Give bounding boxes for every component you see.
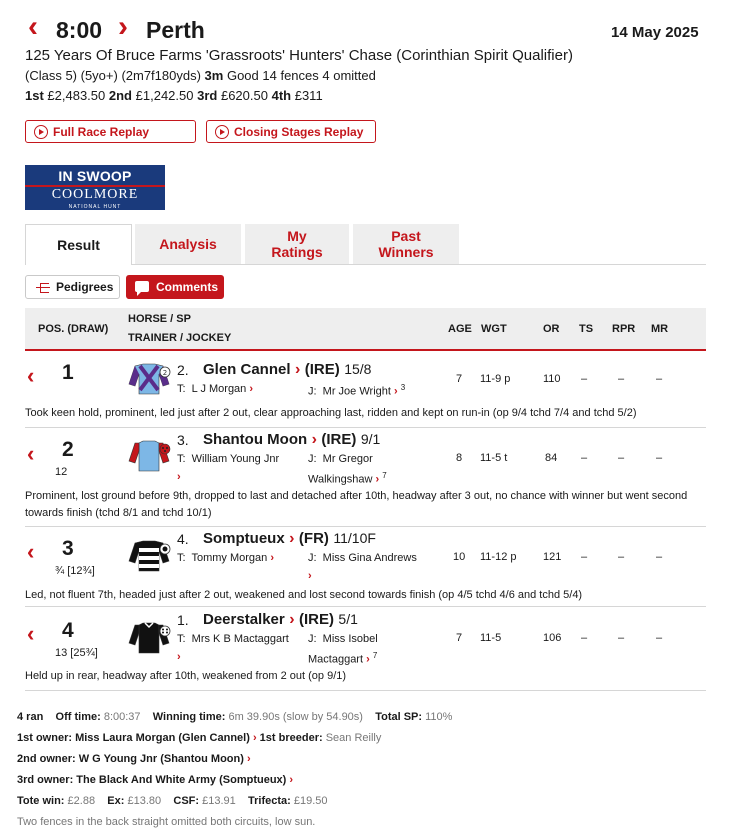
runner-row	[0, 607, 729, 691]
chevron-right-icon: ›	[366, 653, 370, 666]
horse-age: 10	[453, 551, 466, 563]
horse-country: (IRE)	[321, 431, 357, 448]
draw-distance: 13 [25¾]	[55, 647, 98, 659]
prev-race-icon[interactable]: ‹	[28, 10, 38, 43]
winning-time-label: Winning time:	[152, 711, 226, 723]
runners-count: 4 ran	[17, 711, 44, 723]
race-date: 14 May 2025	[611, 24, 699, 41]
svg-text:2: 2	[162, 369, 168, 377]
topspeed-rating: –	[581, 452, 588, 464]
prize-place: 2nd	[108, 88, 133, 103]
breeder-value: Sean Reilly	[325, 732, 382, 744]
trainer-entry[interactable]: T: Mrs K B Mactaggart	[177, 633, 289, 645]
sponsor-tagline: NATIONAL HUNT	[68, 204, 122, 210]
jockey-name[interactable]: Miss Gina Andrews	[322, 552, 417, 564]
saddle-cloth-number: 3.	[177, 432, 189, 448]
jockey-silks-icon	[125, 621, 173, 655]
comment-icon	[135, 281, 149, 292]
trainer-name[interactable]: Tommy Morgan	[191, 552, 268, 564]
mr-rating: –	[656, 373, 663, 385]
trifecta-label: Trifecta:	[248, 795, 291, 807]
col-age: AGE	[448, 323, 472, 335]
mr-rating: –	[656, 452, 663, 464]
chevron-right-icon[interactable]: ›	[289, 774, 294, 786]
race-time: 8:00	[56, 17, 103, 43]
prize-place: 1st	[25, 88, 44, 103]
jockey-claim: 7	[382, 471, 387, 480]
topspeed-rating: –	[581, 632, 588, 644]
horse-weight: 11-9 p	[480, 373, 511, 385]
starting-price: 5/1	[338, 611, 358, 627]
tab-past-winners[interactable]: Past Winners	[353, 224, 459, 264]
breeder-label: 1st breeder:	[259, 732, 323, 744]
mr-rating: –	[656, 632, 663, 644]
starting-price: 15/8	[344, 361, 372, 377]
col-trainer: TRAINER / JOCKEY	[128, 332, 232, 344]
horse-entry[interactable]	[203, 361, 371, 379]
horse-weight: 11-12 p	[480, 551, 517, 563]
jockey-claim: 7	[372, 651, 378, 660]
chevron-right-icon: ›	[289, 530, 295, 547]
race-distance: 3m	[204, 68, 224, 83]
finish-position: 2	[62, 438, 74, 461]
col-rpr: RPR	[612, 323, 636, 335]
runner-row	[0, 527, 729, 607]
saddle-cloth-number: 4.	[177, 531, 189, 547]
expand-row-icon[interactable]: ‹	[27, 539, 35, 564]
horse-entry[interactable]	[203, 431, 380, 449]
expand-row-icon[interactable]: ‹	[27, 621, 35, 646]
jockey-name[interactable]: Mr Joe Wright	[322, 385, 391, 398]
expand-row-icon[interactable]: ‹	[27, 441, 35, 466]
col-or: OR	[543, 323, 560, 335]
trifecta-value: £19.50	[293, 795, 328, 807]
col-horse: HORSE / SP	[128, 313, 191, 325]
trainer-entry[interactable]: T: William Young Jnr	[177, 453, 280, 465]
trainer-name[interactable]: Mrs K B Mactaggart	[191, 633, 289, 645]
tote-win-value: £2.88	[67, 795, 96, 807]
mr-rating: –	[656, 551, 663, 563]
tab-result[interactable]: Result	[25, 224, 132, 265]
chevron-right-icon: ›	[375, 473, 380, 486]
col-pos: POS. (DRAW)	[38, 323, 109, 335]
rpr-rating: –	[618, 452, 625, 464]
expand-row-icon[interactable]: ‹	[27, 363, 35, 388]
saddle-cloth-number: 1.	[177, 612, 189, 628]
sponsor-name: IN SWOOP	[58, 168, 132, 184]
prize-place: 3rd	[197, 88, 218, 103]
official-rating: 106	[543, 632, 562, 644]
trainer-entry[interactable]: T: L J Morgan ›	[177, 383, 254, 395]
race-comment: Led, not fluent 7th, headed just after 2 out, weakened and lost second towards finish (op 4/5 tchd 4/6 and tchd 5/4)	[25, 589, 583, 601]
col-wgt: WGT	[481, 323, 507, 335]
next-race-icon[interactable]: ›	[118, 10, 128, 43]
draw-distance: ¾ [12¾]	[55, 565, 95, 577]
rpr-rating: –	[618, 632, 625, 644]
chevron-right-icon: ›	[294, 361, 301, 378]
third-owner-line	[17, 774, 293, 786]
full-race-replay-button[interactable]	[25, 120, 196, 143]
horse-country: (IRE)	[298, 611, 334, 628]
col-ts: TS	[579, 323, 594, 335]
race-title: 125 Years Of Bruce Farms 'Grassroots' Hunters' Chase (Corinthian Spirit Qualifier)	[25, 47, 573, 64]
col-mr: MR	[651, 323, 669, 335]
chevron-right-icon[interactable]: ›	[246, 753, 251, 765]
horse-weight: 11-5 t	[480, 452, 508, 464]
sponsor-logo[interactable]	[25, 165, 165, 210]
play-icon	[215, 125, 229, 139]
horse-age: 7	[456, 373, 463, 385]
saddle-cloth-number: 2.	[177, 362, 189, 378]
trainer-name[interactable]: William Young Jnr	[191, 453, 280, 465]
finish-position: 3	[62, 537, 74, 560]
draw-distance: 12	[55, 466, 68, 478]
closing-stages-replay-button[interactable]	[206, 120, 376, 143]
race-comment: Took keen hold, prominent, led just after 2 out, clear approaching last, ridden and kept on run-in (op 9/4 tchd 7/4 and tchd 5/2)	[25, 407, 637, 419]
jockey-name-cont[interactable]: Walkingshaw	[308, 473, 373, 486]
jockey-name-cont[interactable]: Mactaggart	[308, 653, 364, 666]
chevron-right-icon: ›	[311, 431, 317, 448]
sponsor-brand: COOLMORE	[51, 187, 139, 202]
official-rating: 84	[545, 452, 558, 464]
finish-position: 4	[62, 619, 74, 642]
chevron-right-icon: ›	[394, 385, 398, 398]
horse-name[interactable]: Shantou Moon	[203, 431, 308, 448]
horse-name[interactable]: Somptueux	[203, 530, 285, 547]
pedigrees-button[interactable]	[25, 275, 120, 299]
rpr-rating: –	[618, 551, 625, 563]
total-sp-label: Total SP:	[375, 711, 423, 723]
closing-stages-replay-label: Closing Stages Replay	[234, 124, 364, 139]
starting-price: 11/10F	[333, 530, 376, 546]
chevron-right-icon[interactable]: ›	[177, 651, 181, 663]
horse-age: 7	[456, 632, 463, 644]
race-comment: Held up in rear, headway after 10th, weakened from 2 out (op 9/1)	[25, 670, 347, 682]
jockey-silks-icon	[125, 439, 173, 473]
race-note: Two fences in the back straight omitted both circuits, low sun.	[17, 816, 316, 828]
full-race-replay-label: Full Race Replay	[53, 124, 150, 139]
chevron-right-icon: ›	[289, 611, 295, 628]
starting-price: 9/1	[360, 431, 381, 447]
jockey-claim: 3	[400, 383, 406, 392]
comments-button[interactable]	[126, 275, 224, 299]
finish-position: 1	[62, 361, 74, 384]
jockey-entry-line2[interactable]	[308, 651, 377, 666]
horse-weight: 11-5	[480, 632, 502, 644]
second-owner[interactable]: 2nd owner: W G Young Jnr (Shantou Moon)	[17, 753, 244, 765]
tab-my-ratings[interactable]: My Ratings	[245, 224, 349, 264]
runner-row	[0, 428, 729, 527]
table-header	[25, 308, 706, 351]
off-time-label: Off time:	[55, 711, 101, 723]
jockey-silks-icon	[125, 539, 173, 573]
course-name[interactable]: Perth	[146, 17, 205, 43]
chevron-right-icon[interactable]: ›	[177, 471, 181, 483]
row-divider	[25, 690, 706, 691]
horse-age: 8	[456, 452, 463, 464]
horse-country: (FR)	[298, 530, 329, 547]
comments-label: Comments	[156, 280, 219, 294]
jockey-silks-icon	[125, 362, 173, 396]
rpr-rating: –	[618, 373, 625, 385]
third-owner[interactable]: 3rd owner: The Black And White Army (Somptueux)	[17, 774, 287, 786]
total-sp-value: 110%	[425, 711, 453, 723]
exacta-label: Ex:	[107, 795, 125, 807]
prize-place: 4th	[271, 88, 292, 103]
owner-breeder-line	[17, 732, 381, 744]
race-comment: Prominent, lost ground before 9th, dropped to last and detached after 10th, headway after 3 out, no chance with winner but went second towards finish (tchd 8/1 and tchd 10/1)	[25, 490, 688, 519]
horse-country: (IRE)	[304, 361, 340, 378]
tote-win-label: Tote win:	[17, 795, 65, 807]
tab-underline	[131, 264, 706, 265]
tote-line	[17, 795, 328, 807]
prize-amount: £311	[294, 88, 323, 103]
jockey-name[interactable]: Miss Isobel	[322, 633, 378, 645]
race-conditions	[25, 68, 376, 83]
jockey-entry[interactable]: J: Miss Isobel	[308, 633, 378, 645]
topspeed-rating: –	[581, 551, 588, 563]
race-class: (Class 5) (5yo+) (2m7f180yds)	[25, 68, 201, 83]
first-owner[interactable]: 1st owner: Miss Laura Morgan (Glen Cannel)	[17, 732, 250, 744]
jockey-name[interactable]: Mr Gregor	[322, 453, 373, 465]
prize-amount: £620.50	[220, 88, 268, 103]
chevron-right-icon[interactable]: ›	[252, 732, 257, 744]
jockey-entry[interactable]: J: Mr Joe Wright › $^3$	[308, 383, 406, 398]
jockey-entry[interactable]: J: Miss Gina Andrews	[308, 552, 417, 564]
prize-money	[25, 88, 323, 103]
horse-name[interactable]: Deerstalker	[203, 611, 285, 628]
jockey-entry-line2[interactable]	[308, 471, 387, 486]
play-icon	[34, 125, 48, 139]
jockey-entry[interactable]: J: Mr Gregor	[308, 453, 373, 465]
exacta-value: £13.80	[127, 795, 162, 807]
pedigrees-label: Pedigrees	[56, 280, 114, 294]
official-rating: 110	[543, 373, 561, 385]
horse-entry[interactable]	[203, 611, 358, 629]
horse-entry[interactable]	[203, 530, 376, 548]
winning-time-value: 6m 39.90s (slow by 54.90s)	[228, 711, 363, 723]
prize-amount: £1,242.50	[135, 88, 194, 103]
race-going: Good 14 fences 4 omitted	[226, 68, 376, 83]
race-summary-line	[17, 711, 452, 723]
chevron-right-icon[interactable]: ›	[308, 570, 312, 582]
trainer-entry[interactable]: T: Tommy Morgan ›	[177, 552, 275, 564]
runner-row	[0, 352, 729, 428]
pedigree-icon	[36, 287, 50, 288]
horse-name[interactable]: Glen Cannel	[203, 361, 291, 378]
prize-amount: £2,483.50	[47, 88, 106, 103]
official-rating: 121	[543, 551, 562, 563]
topspeed-rating: –	[581, 373, 588, 385]
chevron-right-icon: ›	[270, 552, 275, 564]
csf-value: £13.91	[202, 795, 236, 807]
tab-analysis[interactable]: Analysis	[135, 224, 241, 264]
second-owner-line	[17, 753, 251, 765]
chevron-right-icon: ›	[249, 383, 254, 395]
trainer-name[interactable]: L J Morgan	[191, 383, 247, 395]
csf-label: CSF:	[173, 795, 200, 807]
off-time-value: 8:00:37	[103, 711, 141, 723]
